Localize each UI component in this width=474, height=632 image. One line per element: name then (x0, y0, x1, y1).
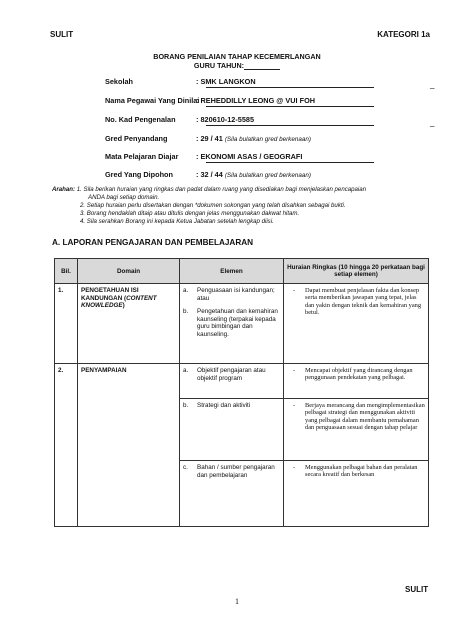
huraian-dash: - (293, 464, 296, 471)
element-cell (180, 399, 284, 461)
field-underline-sekolah (206, 87, 374, 88)
field-value-mata-pelajaran: : EKONOMI ASAS / GEOGRAFI (196, 152, 303, 161)
field-value-sekolah: : SMK LANGKON (196, 77, 256, 86)
huraian-text: Dapat membuat penjelasan fakta dan konsep serta memberikan jawapan yang tepat, jelas dan yakin dengan teknik dan kemahiran yang betul. (305, 287, 422, 317)
field-value-gred-penyandang (196, 134, 311, 143)
form-subtitle-text: GURU TAHUN: (193, 61, 245, 70)
huraian-text-block (287, 367, 425, 382)
field-underline-kad (206, 125, 374, 126)
domain-cell: PENYAMPAIAN (78, 364, 180, 527)
field-label-kad: No. Kad Pengenalan (105, 115, 176, 124)
year-blank-field (244, 62, 280, 70)
field-label-sekolah: Sekolah (105, 77, 133, 86)
element-cell (180, 461, 284, 527)
gred-penyandang-value: : 29 / 41 (196, 134, 223, 143)
huraian-text: Menggunakan pelbagai bahan dan peralatan secara kreatif dan berkesan (305, 464, 418, 479)
element-letter: b. (183, 308, 189, 316)
domain-cell (78, 284, 180, 364)
category-label: KATEGORI 1a (377, 30, 430, 39)
huraian-cell (284, 284, 429, 364)
instructions-item-1: 1. Sila berikan huraian yang ringkas dan padat dalam ruang yang disediakan bagi menjelaskan pencapaian (76, 186, 367, 193)
huraian-cell (284, 364, 429, 399)
huraian-text-block (287, 402, 425, 432)
huraian-text: Mencapai objektif yang dirancang dengan penggunaan pendekatan yang pelbagai. (305, 367, 413, 382)
huraian-text: Berjaya merancang dan mengimplementasikan pelbagai strategi dan menggunakan aktiviti yang pelbagai dalam membantu pemahaman dan penguasaan sesuai dengan tahap pelajar (305, 402, 425, 432)
field-underline-nama (206, 106, 374, 107)
header-domain: Domain (78, 259, 180, 284)
field-dash-sekolah: _ (430, 80, 435, 89)
instructions-item-3: 3. Borang hendaklah ditaip atau ditulis dengan jelas menggunakan dakwat hitam. (80, 210, 300, 217)
header-elemen: Elemen (180, 259, 284, 284)
element-text: Bahan / sumber pengajaran dan pembelajaran (197, 464, 275, 479)
element-item (183, 402, 280, 410)
gred-penyandang-note: (Sila bulatkan gred berkenaan) (224, 136, 311, 143)
gred-dipohon-value: : 32 / 44 (196, 170, 223, 179)
row-number: 2. (55, 364, 78, 527)
gred-dipohon-note: (Sila bulatkan gred berkenaan) (224, 172, 311, 179)
huraian-cell (284, 461, 429, 527)
instructions-item-2: 2. Setiap huraian perlu disertakan dengan *dokumen sokongan yang telah disahkan sebagai bukti. (80, 202, 346, 209)
page-number: 1 (235, 597, 239, 606)
field-underline-mata-pelajaran (206, 162, 374, 163)
field-label-gred-penyandang: Gred Penyandang (105, 134, 168, 143)
field-value-gred-dipohon (196, 170, 311, 179)
element-item (183, 308, 280, 338)
huraian-dash: - (293, 287, 296, 294)
instructions-item-4: 4. Sila serahkan Borang ini kepada Ketua Jabatan setelah lengkap diisi. (80, 218, 274, 225)
element-cell (180, 364, 284, 399)
element-text: Strategi dan aktiviti (197, 402, 251, 409)
huraian-dash: - (293, 402, 296, 409)
domain-text-english: CONTENT KNOWLEDGE (81, 294, 157, 310)
huraian-dash: - (293, 367, 296, 374)
huraian-cell (284, 399, 429, 461)
element-text: Penguasaan isi kandungan; atau (197, 287, 275, 302)
form-subtitle (0, 61, 474, 70)
form-title: BORANG PENILAIAN TAHAP KECEMERLANGAN (153, 52, 321, 61)
element-item (183, 367, 280, 382)
element-letter: b. (183, 402, 189, 409)
element-letter: a. (183, 367, 189, 374)
domain-text: PENGETAHUAN ISI KANDUNGAN ( (81, 287, 139, 302)
element-text: Pengetahuan dan kemahiran kaunseling (terpakai kepada guru bimbingan dan kaunseling. (197, 308, 278, 338)
element-cell (180, 284, 284, 364)
instructions-lead: Arahan: (52, 186, 76, 193)
element-item (183, 464, 280, 479)
instructions-line-1 (52, 186, 366, 194)
field-value-nama: : REHEDDILLY LEONG @ VUI FOH (196, 96, 316, 105)
header-bil: Bil. (55, 259, 78, 284)
element-text: Objektif pengajaran atau objektif program (197, 367, 266, 382)
huraian-text-block (287, 464, 425, 479)
element-letter: c. (183, 464, 188, 471)
field-dash-kad: _ (430, 118, 435, 127)
table-header-row (55, 259, 429, 284)
huraian-text-block (287, 287, 425, 317)
header-huraian: Huraian Ringkas (10 hingga 20 perkataan bagi setiap elemen) (284, 259, 429, 284)
domain-text-close: ) (122, 302, 125, 310)
element-letter: a. (183, 287, 189, 294)
classification-label-top: SULIT (50, 30, 74, 39)
element-item (183, 287, 280, 302)
field-label-gred-dipohon: Gred Yang Dipohon (105, 170, 173, 179)
table-row (55, 284, 429, 364)
field-value-kad: : 820610-12-5585 (196, 115, 255, 124)
assessment-table (54, 258, 429, 527)
field-label-mata-pelajaran: Mata Pelajaran Diajar (105, 152, 179, 161)
section-a-heading: A. LAPORAN PENGAJARAN DAN PEMBELAJARAN (52, 238, 254, 247)
field-label-nama: Nama Pegawai Yang Dinilai (105, 96, 200, 105)
table-row (55, 364, 429, 399)
row-number: 1. (55, 284, 78, 364)
instructions-line-1b: ANDA bagi setiap domain. (88, 194, 160, 201)
classification-label-bottom: SULIT (405, 585, 429, 594)
